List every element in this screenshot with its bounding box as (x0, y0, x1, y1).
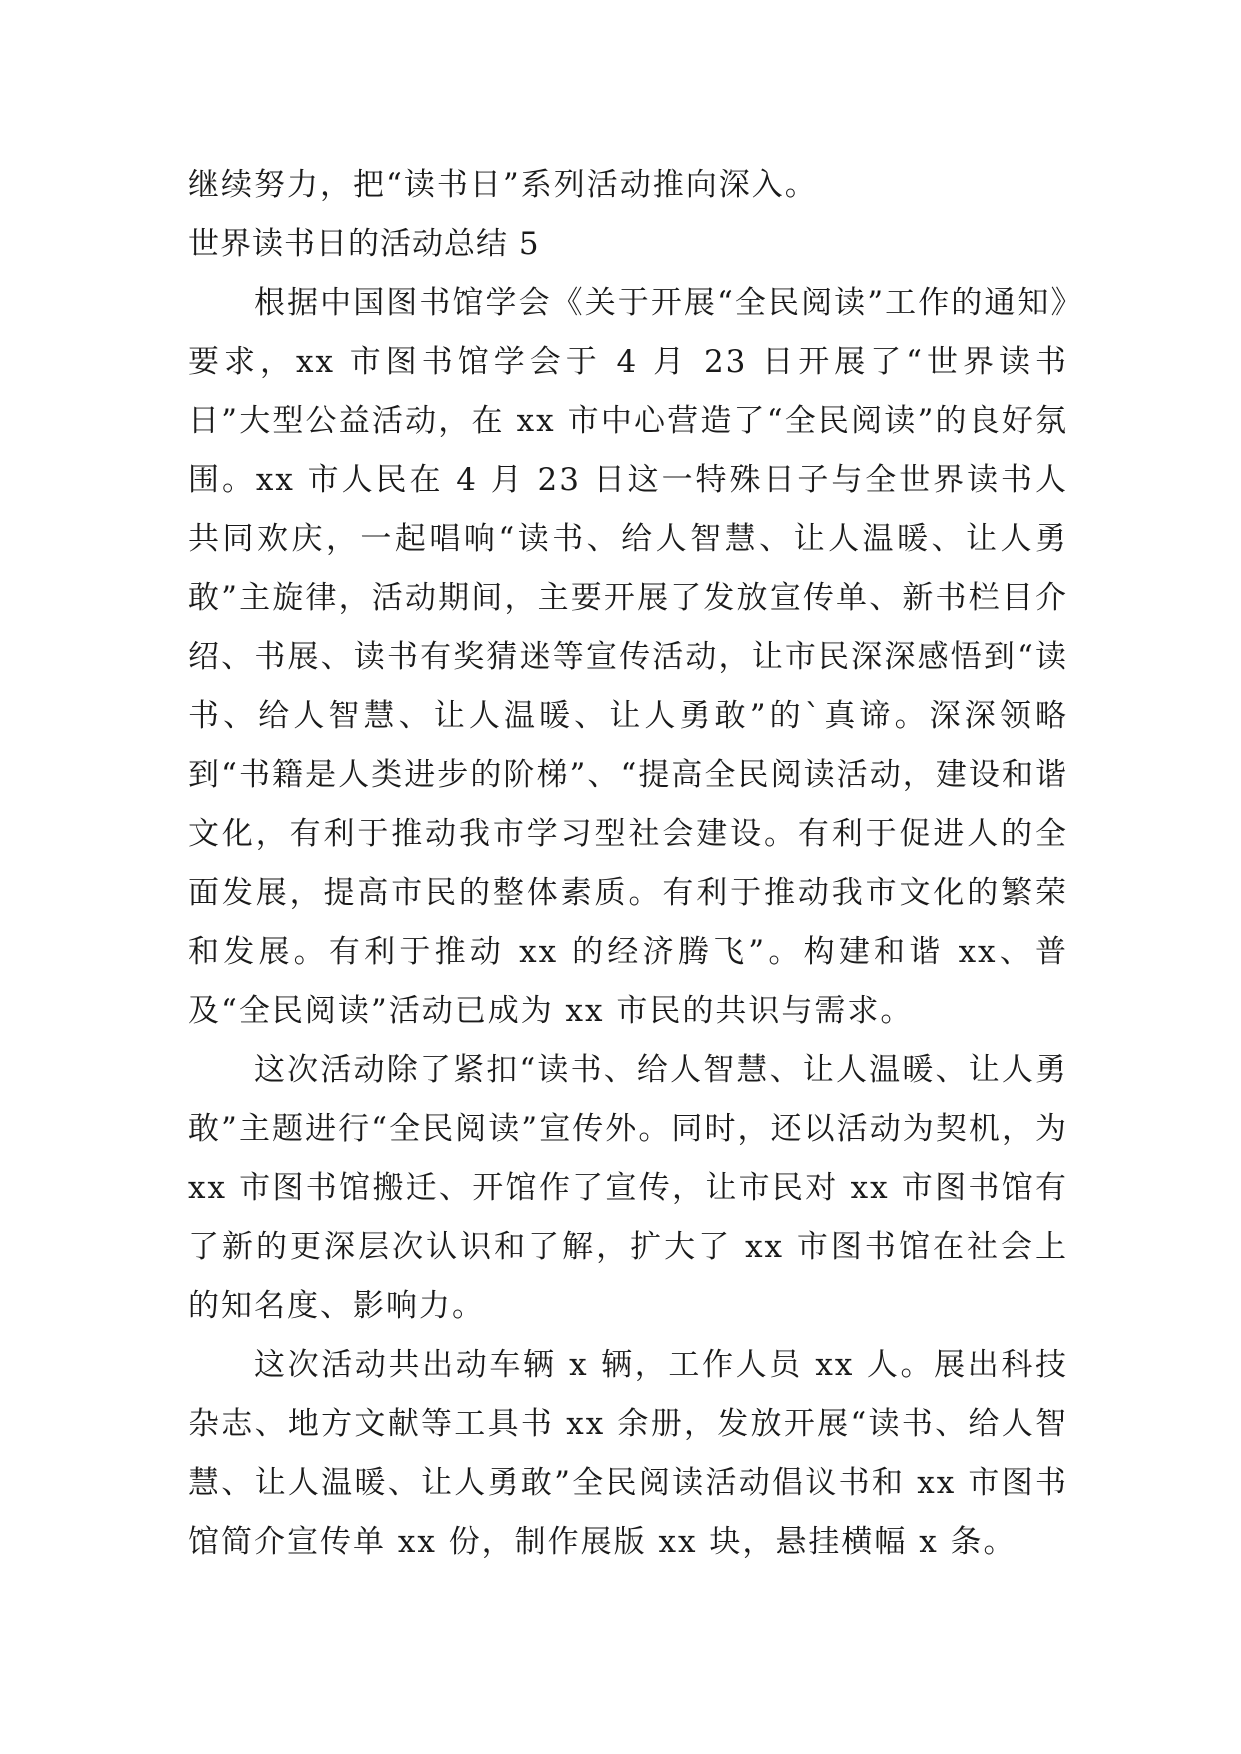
paragraph-3: 这次活动共出动车辆 x 辆，工作人员 xx 人。展出科技杂志、地方文献等工具书 xx 余册，发放开展“读书、给人智慧、让人温暖、让人勇敢”全民阅读活动倡议书和 xx 市图书馆简介宣传单 xx 份，制作展版 xx 块，悬挂横幅 x 条。 (188, 1347, 1068, 1560)
paragraph-1: 根据中国图书馆学会《关于开展“全民阅读”工作的通知》要求，xx 市图书馆学会于 4 月 23 日开展了“世界读书日”大型公益活动，在 xx 市中心营造了“全民阅读”的良好氛围。xx 市人民在 4 月 23 日这一特殊日子与全世界读书人共同欢庆，一起唱响“读书、给人智慧、让人温暖、让人勇敢”主旋律，活动期间，主要开展了发放宣传单、新书栏目介绍、书展、读书有奖猜迷等宣传活动，让市民深深感悟到“读书、给人智慧、让人温暖、让人勇敢”的`真谛。深深领略到“书籍是人类进步的阶梯”、“提高全民阅读活动，建设和谐文化，有利于推动我市学习型社会建设。有利于促进人的全面发展，提高市民的整体素质。有利于推动我市文化的繁荣和发展。有利于推动 xx 的经济腾飞”。构建和谐 xx、普及“全民阅读”活动已成为 xx 市民的共识与需求。 (188, 285, 1068, 1029)
section-title: 世界读书日的活动总结 5 (188, 226, 540, 262)
document-body (188, 156, 1068, 1572)
continuation-line: 继续努力，把“读书日”系列活动推向深入。 (188, 167, 818, 203)
paragraph-2: 这次活动除了紧扣“读书、给人智慧、让人温暖、让人勇敢”主题进行“全民阅读”宣传外。同时，还以活动为契机，为 xx 市图书馆搬迁、开馆作了宣传，让市民对 xx 市图书馆有了新的更深层次认识和了解，扩大了 xx 市图书馆在社会上的知名度、影响力。 (188, 1052, 1068, 1324)
